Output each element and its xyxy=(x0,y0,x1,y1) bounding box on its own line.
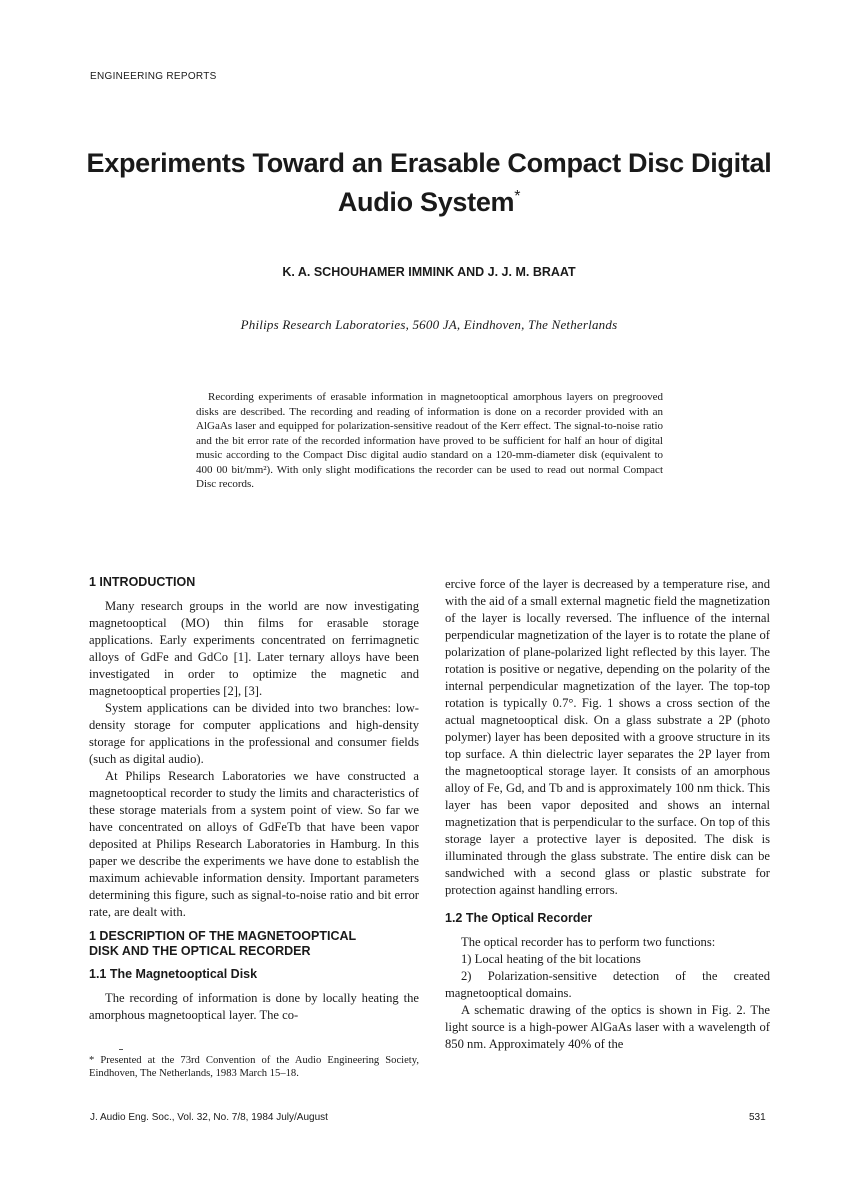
recorder-paragraph-1: The optical recorder has to perform two functions: xyxy=(461,935,716,949)
section-heading-description-line-1: 1 DESCRIPTION OF THE MAGNETOOPTICAL xyxy=(89,929,357,943)
section-heading-introduction: 1 INTRODUCTION xyxy=(89,575,196,589)
intro-paragraph-2: System applications can be divided into two branches: low-density storage for computer applications and high-density storage for applications in the professional and consumer fields (such as digital audio). xyxy=(89,701,419,766)
section-heading-description-line-2: DISK AND THE OPTICAL RECORDER xyxy=(89,944,311,958)
disk-paragraph-1: The recording of information is done by locally heating the amorphous magnetooptical layer. The co- xyxy=(89,991,419,1022)
disk-paragraph-continued: ercive force of the layer is decreased by a temperature rise, and with the aid of a small external magnetic field the magnetization of the layer is locally reversed. The influence of the internal perpendicular magnetization of the layer is to rotate the plane of polarization of plane-polarized light reflected by this layer. The rotation is positive or negative, depending on the polarity of the internal perpendicular magnetization of the layer. The top-top rotation is typically 0.7°. Fig. 1 shows a cross section of the actual magnetooptical disk. On a glass substrate a 2P (photo polymer) layer has been deposited with a groove structure in its top surface. A thin dielectric layer separates the 2P layer from the magnetooptical storage layer. It consists of an amorphous alloy of Fe, Gd, and Tb and is approximately 100 nm thick. This layer has been vapor deposited and shows an internal magnetization that is perpendicular to the surface. On top of this storage layer a protective layer is deposited. The disk is illuminated through the glass substrate. The entire disk can be sandwiched with a second glass or plastic substrate for protection against handling errors. xyxy=(445,577,770,897)
affiliation: Philips Research Laboratories, 5600 JA, Eindhoven, The Netherlands xyxy=(240,317,618,332)
subsection-heading-recorder: 1.2 The Optical Recorder xyxy=(445,911,593,925)
page-number: 531 xyxy=(749,1112,766,1123)
title-line-1: Experiments Toward an Erasable Compact Disc Digital xyxy=(86,148,772,178)
journal-citation: J. Audio Eng. Soc., Vol. 32, No. 7/8, 1984 July/August xyxy=(90,1112,328,1123)
subsection-heading-disk: 1.1 The Magnetooptical Disk xyxy=(89,967,258,981)
paper-title xyxy=(60,146,798,219)
footnote: * Presented at the 73rd Convention of the Audio Engineering Society, Eindhoven, The Netherlands, 1983 March 15–18. xyxy=(89,1055,419,1079)
title-line-2 xyxy=(60,180,798,219)
footnote-rule xyxy=(119,1049,123,1050)
title-footnote-marker: * xyxy=(514,188,521,205)
section-heading-description xyxy=(89,929,419,959)
left-column xyxy=(89,575,419,1024)
recorder-paragraph-2: A schematic drawing of the optics is shown in Fig. 2. The light source is a high-power AlGaAs laser with a wavelength of 850 nm. Approximately 40% of the xyxy=(445,1003,770,1051)
abstract: Recording experiments of erasable information in magnetooptical amorphous layers on pregrooved disks are described. The recording and reading of information is done on a recorder provided with an AlGaAs laser and equipped for polarization-sensitive readout of the Kerr effect. The signal-to-noise ratio and the bit error rate of the recorded information have proved to be sufficient for half an hour of digital music according to the Compact Disc digital audio standard on a 120-mm-diameter disk (equivalent to 400 00 bit/mm²). With only slight modifications the recorder can be used to read out normal Compact Disc records. xyxy=(196,391,663,490)
intro-paragraph-3: At Philips Research Laboratories we have constructed a magnetooptical recorder to study the limits and characteristics of these storage materials from a system point of view. So far we have concentrated on alloys of GdFeTb that have been vapor deposited at Philips Research Laboratories in Hamburg. In this paper we describe the experiments we have done to establish the maximum achievable information density. Important parameters determining this figure, such as signal-to-noise ratio and bit error rate, are dealt with. xyxy=(89,769,419,919)
intro-paragraph-1: Many research groups in the world are now investigating magnetooptical (MO) thin films for erasable storage applications. Early experiments concentrated on ferrimagnetic alloys of GdFe and GdCo [1]. Later ternary alloys have been investigated in order to optimize the magnetic and magnetooptical properties [2], [3]. xyxy=(89,599,419,698)
running-head: ENGINEERING REPORTS xyxy=(90,71,217,82)
right-column xyxy=(445,576,770,1053)
recorder-list-item-2: 2) Polarization-sensitive detection of the created magnetooptical domains. xyxy=(445,969,770,1000)
title-line-2-text: Audio System xyxy=(337,187,515,217)
authors: K. A. SCHOUHAMER IMMINK AND J. J. M. BRAAT xyxy=(282,265,576,279)
recorder-list-item-1: 1) Local heating of the bit locations xyxy=(461,952,641,966)
